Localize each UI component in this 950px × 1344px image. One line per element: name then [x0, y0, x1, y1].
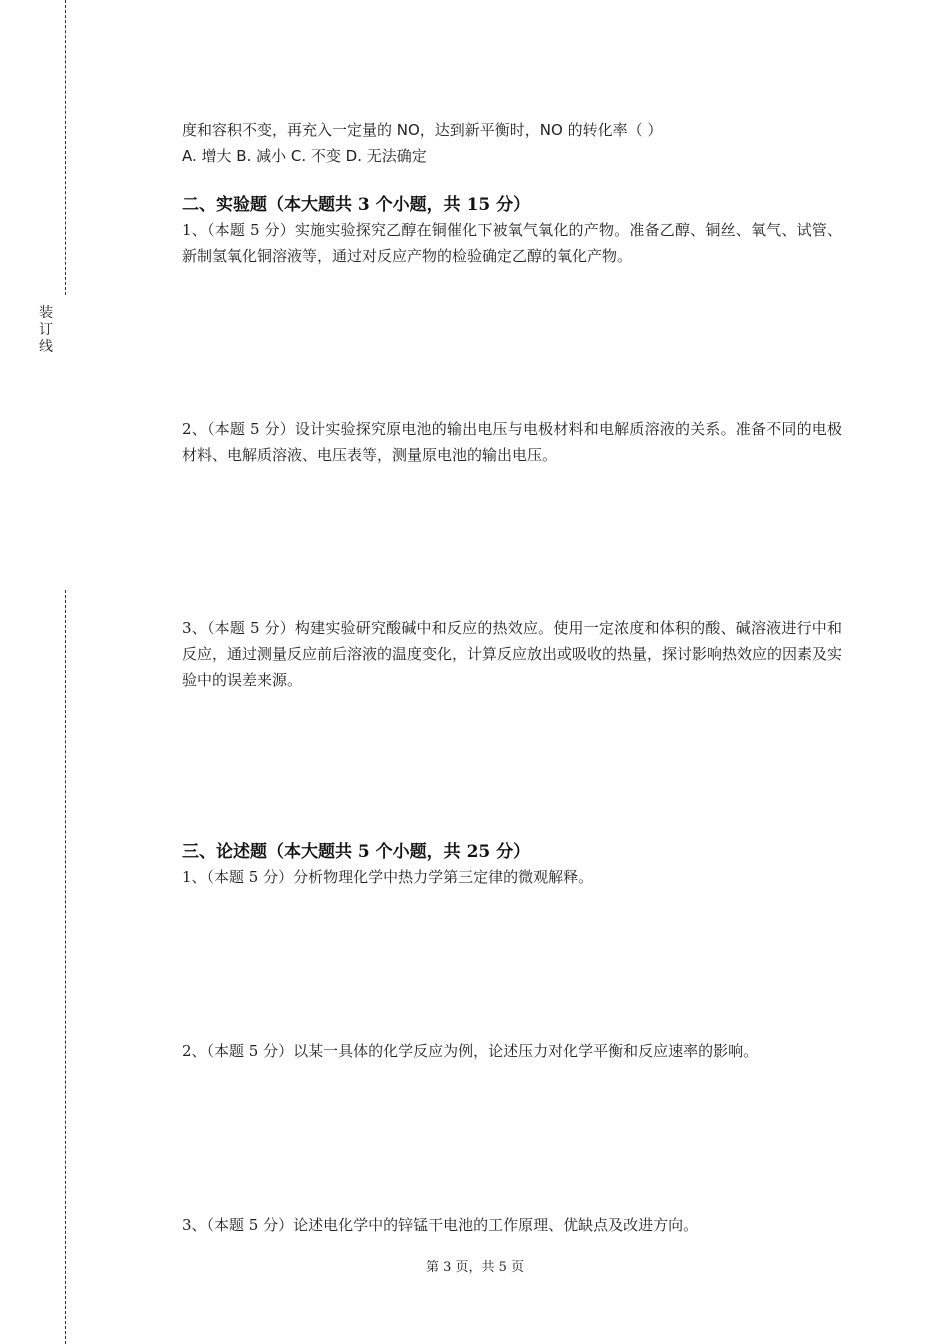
- section-2-question-3: 3、（本题 5 分）构建实验研究酸碱中和反应的热效应。使用一定浓度和体积的酸、碱溶液进行中和反应，通过测量反应前后溶液的温度变化，计算反应放出或吸收的热量，探讨影响热效应的因素及实验中的误差来源。: [182, 619, 843, 689]
- binding-dashed-line-bottom: [65, 590, 66, 1344]
- binding-dashed-line-top: [65, 0, 66, 295]
- binding-label-char: 装: [39, 305, 53, 321]
- section-3-title: 三、论述题（本大题共 5 个小题，共 25 分）: [182, 842, 531, 862]
- section-2-question-1: 1、（本题 5 分）实施实验探究乙醇在铜催化下被氧气氧化的产物。准备乙醇、铜丝、氧气、试管、新制氢氧化铜溶液等，通过对反应产物的检验确定乙醇的氧化产物。: [182, 221, 842, 265]
- prev-question-continuation: 度和容积不变，再充入一定量的 NO，达到新平衡时，NO 的转化率（ ）: [182, 121, 663, 139]
- page-number-footer: 第 3 页，共 5 页: [425, 1260, 525, 1275]
- section-3-question-3: 3、（本题 5 分）论述电化学中的锌锰干电池的工作原理、优缺点及改进方向。: [182, 1216, 699, 1234]
- binding-line-label: [38, 305, 54, 356]
- section-3-question-2: 2、（本题 5 分）以某一具体的化学反应为例，论述压力对化学平衡和反应速率的影响。: [182, 1042, 759, 1060]
- section-2-title: 二、实验题（本大题共 3 个小题，共 15 分）: [182, 195, 531, 215]
- binding-label-char: 线: [39, 339, 53, 355]
- binding-label-char: 订: [39, 322, 53, 338]
- section-3-question-1: 1、（本题 5 分）分析物理化学中热力学第三定律的微观解释。: [182, 868, 594, 886]
- section-2-question-2: 2、（本题 5 分）设计实验探究原电池的输出电压与电极材料和电解质溶液的关系。准备不同的电极材料、电解质溶液、电压表等，测量原电池的输出电压。: [182, 420, 842, 464]
- prev-question-options: A. 增大 B. 减小 C. 不变 D. 无法确定: [182, 147, 427, 165]
